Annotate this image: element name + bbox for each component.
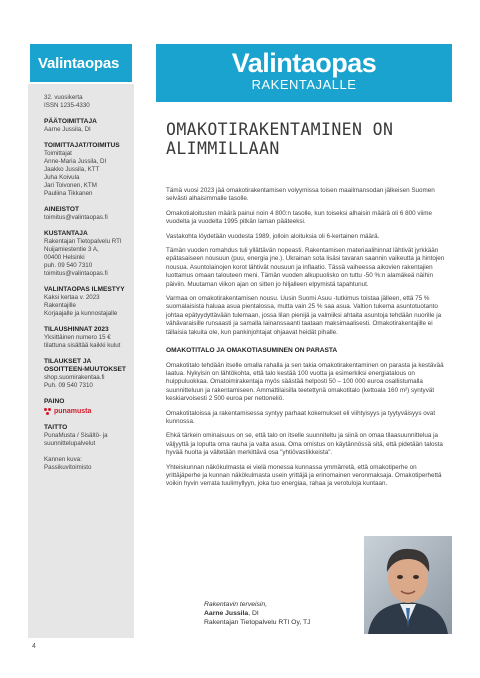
cover-credit: Passikuvitoimisto xyxy=(44,464,92,471)
staff-line: Jaakko Jussila, KTT xyxy=(44,166,100,173)
signature-name: Aarne Jussila xyxy=(204,610,249,617)
article-subheading: OMAKOTITALO JA OMAKOTIASUMINEN ON PARASTA xyxy=(166,347,338,355)
paragraph: Tämän vuoden romahdus tuli yllättävän nopeasti. Rakentamisen materiaalihinnat lähtivät jyrkkään epätasaiseen nousuun (puu, energia jne.). Ukrainan sota lisäsi tavaran saannin vaikeutta ja hintojen nousua. Asuntolainojen korot lähtivät nousuun ja inflaatio. Tässä vaiheessa aikovien rakentajien luottamus omaan talouteen meni. Tämän vuoden alkupuolisko on tuttu -50 %:n alamäkeä näihin päiviin. Muutaman viikon ajan on sitten jo hiljalleen elpymistä tapahtunut. xyxy=(166,247,445,288)
order-heading: TILAUSHINNAT 2023 xyxy=(44,326,109,333)
publisher-line: Rakentajan Tietopalvelu RTI xyxy=(44,238,122,245)
publisher-heading: KUSTANTAJA xyxy=(44,230,88,237)
schedule-line: Korjaajalle ja kunnostajalle xyxy=(44,310,118,317)
paragraph: Ehkä tärkein ominaisuus on se, että talo on itselle suunniteltu ja siinä on omaa tilaasuunnittelua ja väljyyttä ja lopulta oma rauha ja valta asua. Oma omistus on käytännössä sitä, että pidetään talosta hyvää huolta ja vältetään merkittävä osa "yhtiövastikkeista". xyxy=(166,432,443,457)
print-heading: PAINO xyxy=(44,398,65,405)
ads-line: toimitus@valintaopas.fi xyxy=(44,214,108,221)
order-line: Yksittäinen numero 15 € xyxy=(44,334,111,341)
publisher-line: Nuijamiestentie 3 A, xyxy=(44,246,99,253)
sidebar-brand-box xyxy=(28,42,134,84)
staff-line: Jari Toivonen, KTM xyxy=(44,182,97,189)
staff-line: Toimittajat xyxy=(44,150,72,157)
changes-heading: TILAUKSET JA OSOITTEEN-MUUTOKSET xyxy=(44,358,126,373)
signature-greeting: Rakentavin terveisin, xyxy=(204,601,268,608)
staff-line: Anne-Maria Jussila, DI xyxy=(44,158,107,165)
author-photo xyxy=(364,536,452,634)
layout-heading: TAITTO xyxy=(44,424,68,431)
cover-credit: Kannen kuva: xyxy=(44,456,82,463)
publisher-line: toimitus@valintaopas.fi xyxy=(44,270,108,277)
layout-line: suunnittelupalvelut xyxy=(44,440,96,447)
magazine-header xyxy=(154,42,454,104)
page-number: 4 xyxy=(32,643,36,650)
printer-logo-text: punamusta xyxy=(54,408,92,415)
paragraph: Omakotitaloissa ja rakentamisessa syntyy parhaat kokemukset eli viihtyisyys ja tyytyväisyys ovat kunnossa. xyxy=(166,409,436,425)
sidebar-brand: Valintaopas xyxy=(38,54,120,72)
editor-heading: PÄÄTOIMITTAJA xyxy=(44,118,97,125)
author-portrait-image xyxy=(364,536,452,634)
schedule-line: Rakentajille xyxy=(44,302,76,309)
staff-line: Pauliina Tikkanen xyxy=(44,190,93,197)
order-line: tilattuna sisältää kaikki kulut xyxy=(44,342,121,349)
magazine-subtitle: RAKENTAJALLE xyxy=(251,77,357,92)
paragraph: Yhteiskunnan näkökulmasta ei vielä monessa kunnassa ymmärretä, että omakotiperhe on yrittäjäperhe ja kunnan näkökulmasta usein yrittäjä ja erinomainen veronmaksaja. Omakotiperhettä voikin hyvin verrata tuulimyllyyn, joka tuo energiaa, rahaa ja verotuloja kuntaan. xyxy=(166,463,442,488)
layout-line: PunaMusta / Sisältö- ja xyxy=(44,432,108,439)
magazine-title: Valintaopas xyxy=(231,48,377,78)
paragraph: Omakotialoitusten määrä painui noin 4 800:n tasolle, kun toiseksi alhaisin määrä oli 6 800 viime vuodelta ja vuodelta 1995 pitkän laman pääteeksi. xyxy=(166,209,433,226)
changes-line: shop.suomirakentaa.fi xyxy=(44,374,105,381)
staff-heading: TOIMITTAJAT/TOIMITUS xyxy=(44,142,120,149)
paragraph: Tämä vuosi 2023 jää omakotirakentamisen volyymissa toisen maailmansodan jälkeisen Suomen selvästi alhaisimmalle tasolle. xyxy=(166,187,435,203)
printer-logo xyxy=(44,408,126,416)
schedule-heading: VALINTAOPAS ILMESTYY xyxy=(44,286,125,293)
changes-line: Puh. 09 540 7310 xyxy=(44,382,93,389)
editor-line: Aarne Jussila, DI xyxy=(44,126,91,133)
issue-line: 32. vuosikerta xyxy=(44,94,83,101)
staff-line: Juha Koivula xyxy=(44,174,80,181)
issn-line: ISSN 1235-4330 xyxy=(44,102,90,109)
publisher-line: puh. 09 540 7310 xyxy=(44,262,93,269)
masthead-info xyxy=(28,84,134,472)
punamusta-logo-icon xyxy=(44,408,52,416)
paragraph: Omakotitalo tehdään itselle omalla rahalla ja sen takia omakotirakentaminen on parasta ja kestävää laatua. Nykyisin on lähtökohta, että talo kestää 100 vuotta ja esimerkiksi energiatalous on huippuluokkaa. Omatoimirakentaja myös säästää helposti 50 – 100 000 euroa osallistumalla suunnitteluun ja rakentamiseen. Ammattilaisilla teetettynä omakotitalo (kettoala 160 m²) syntyvät keskiarvoisesti 2 500 euroa per nettoneliö. xyxy=(166,361,444,403)
publisher-line: 00400 Helsinki xyxy=(44,254,85,261)
paragraph: Vastakohta löydetään vuodesta 1989, jolloin aloituksia oli 6-kertainen määrä. xyxy=(166,232,380,240)
signature-suffix: , DI xyxy=(248,610,259,617)
ads-heading: AINEISTOT xyxy=(44,206,80,213)
signature-org: Rakentajan Tietopalvelu RTI Oy, TJ xyxy=(204,619,311,626)
article-title: OMAKOTIRAKENTAMINEN ON ALIMMILLAAN xyxy=(166,120,394,158)
signature xyxy=(204,600,311,627)
article-body xyxy=(166,187,450,495)
paragraph: Varmaa on omakotirakentamisen nousu. Uusin Suomi Asuu -tutkimus toistaa jälleen, että 75 % suomalaisista haluaa asua pientalossa, mutta vain 25 % saa asua. Valtion tukema asuntotuotanto johtaa epätyydyttävään tulemaan, jossa lilan pienijä ja valmiiksi ahtaita asuntoja tehdään nuorille ja vähävaraisille runsaasti ja samalla lainanssaanti taataan maksimaalisesti. Omakotirakentajille ei tällaisia takuita ole, kun pankinjohtajat ohjaavat heidät pihalle. xyxy=(166,295,442,336)
schedule-line: Kaksi kertaa v. 2023 xyxy=(44,294,100,301)
masthead-sidebar xyxy=(28,42,134,638)
